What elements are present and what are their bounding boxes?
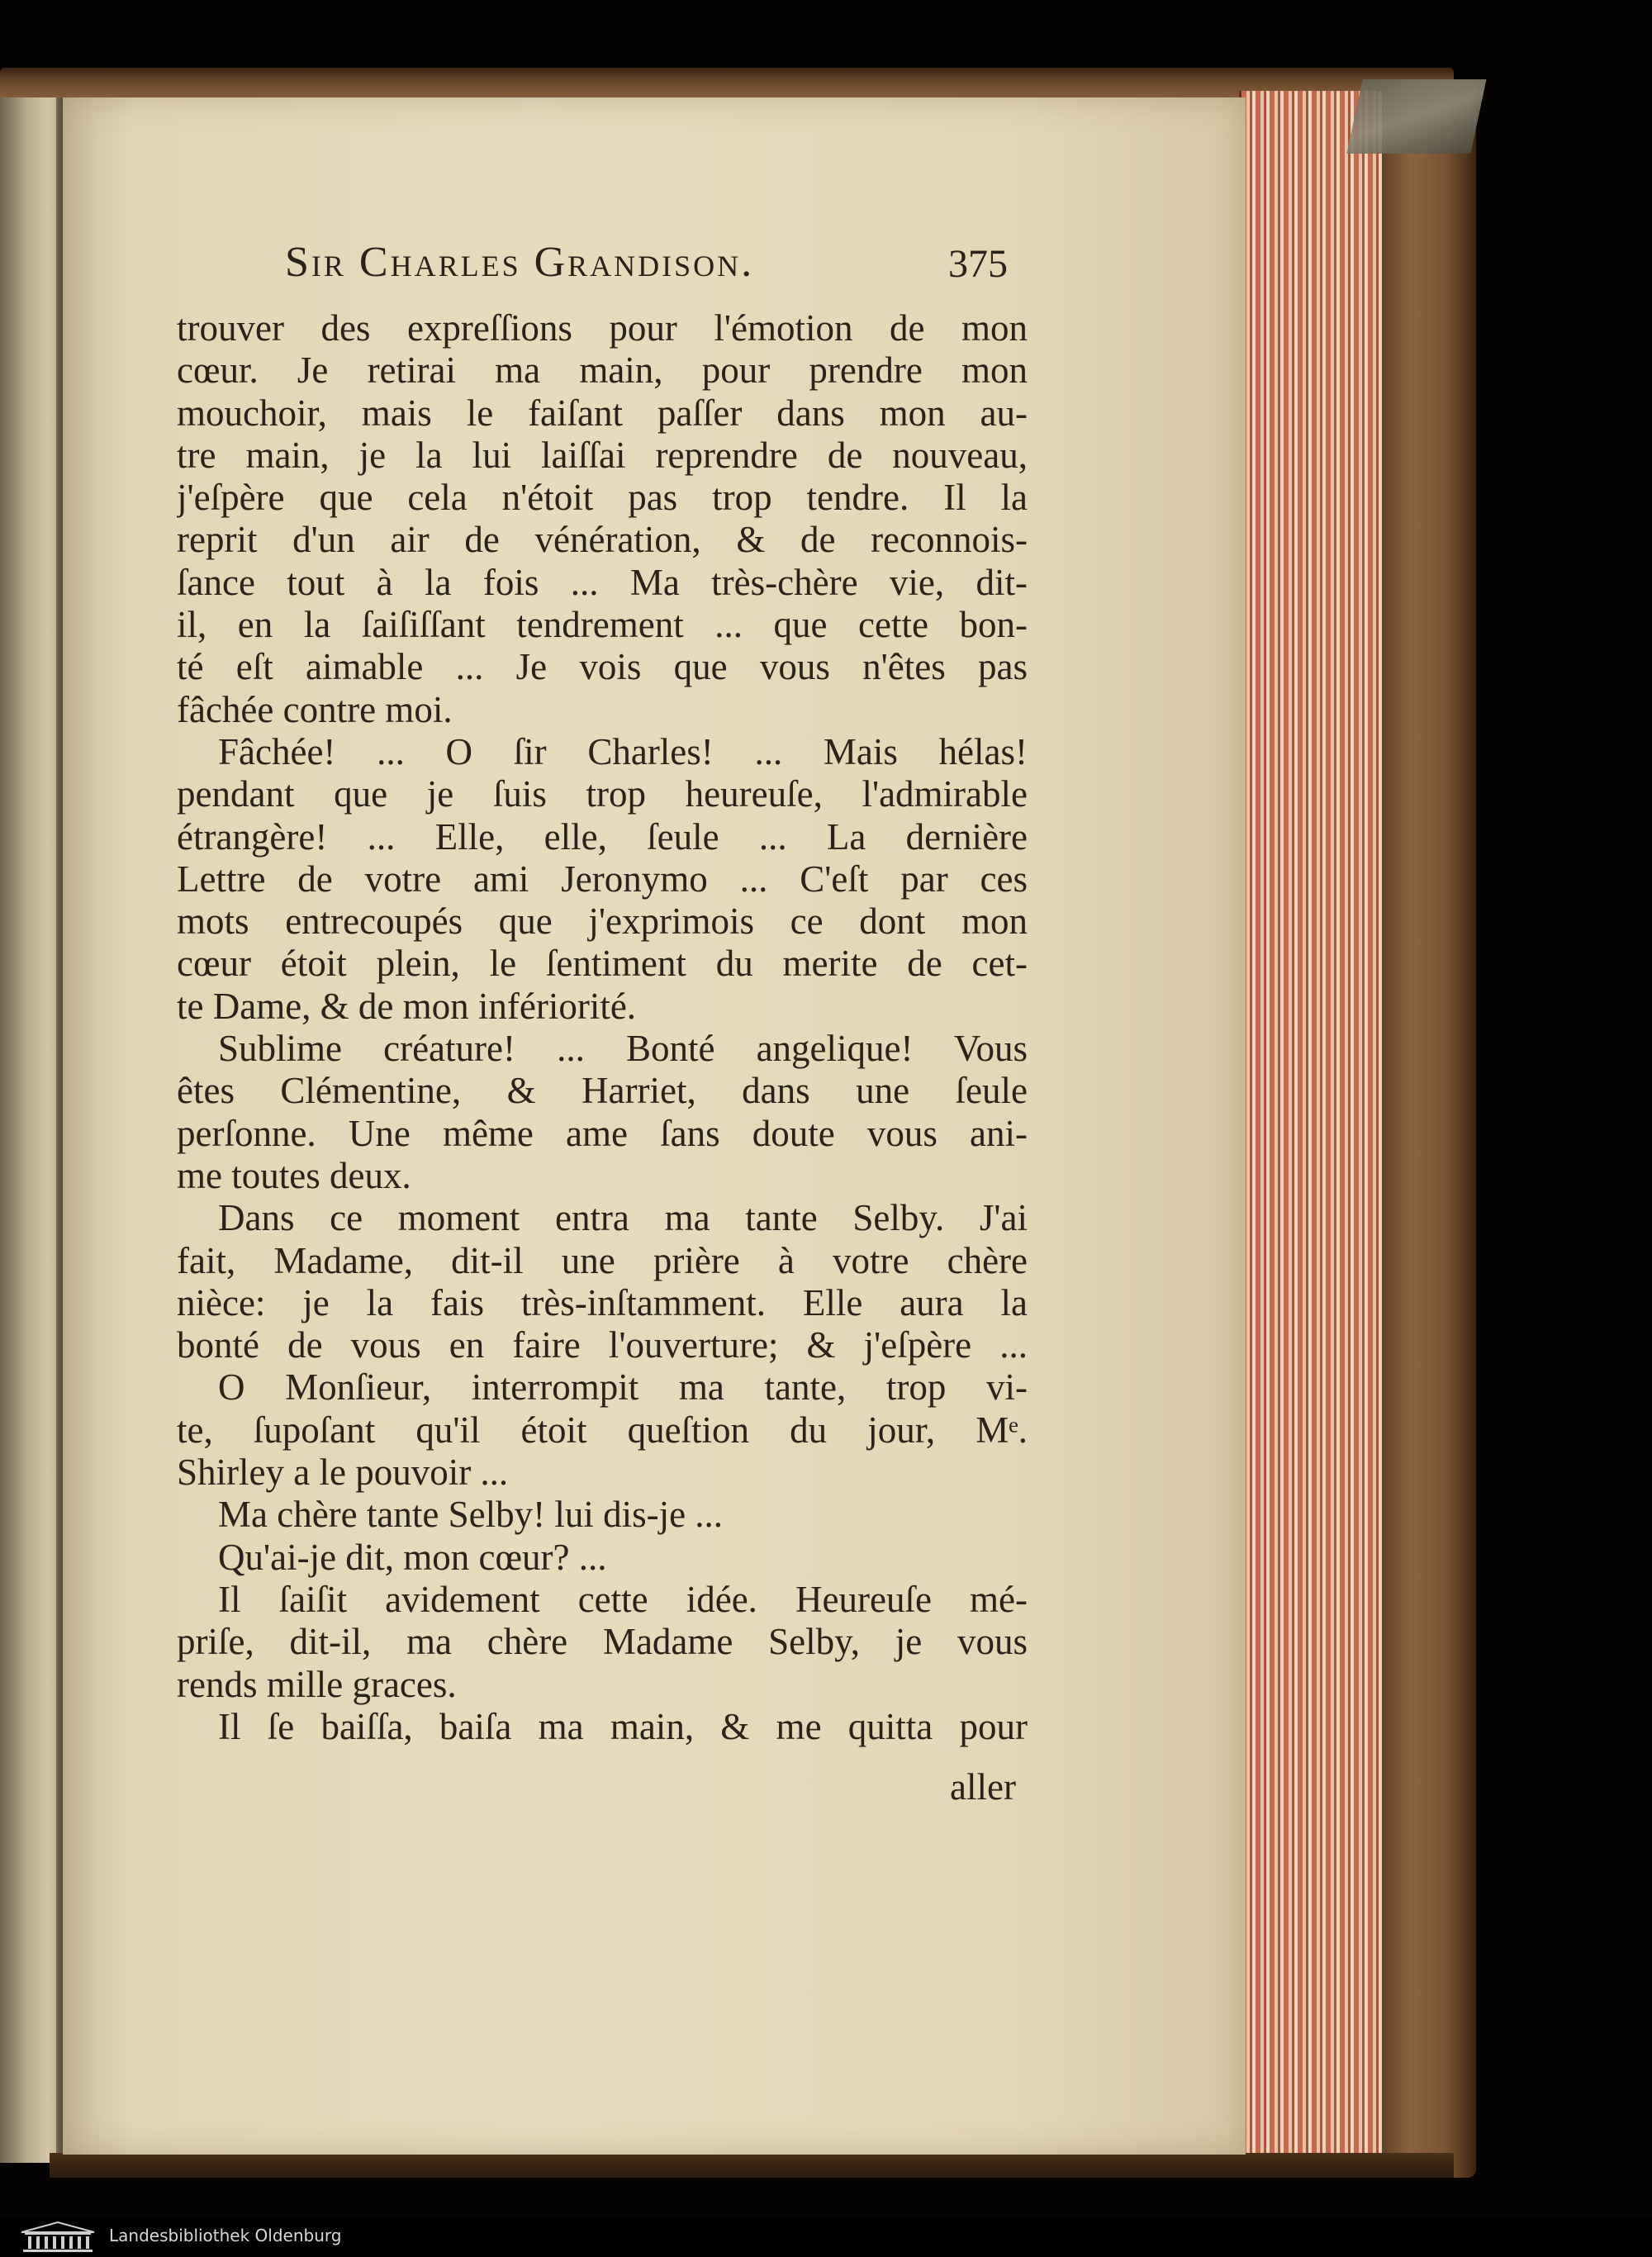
- text-line: j'eſpère que cela n'étoit pas trop tendre. Il la: [177, 477, 1028, 519]
- text-line: priſe, dit-il, ma chère Madame Selby, je vous: [177, 1621, 1028, 1663]
- text-line: mouchoir, mais le faiſant paſſer dans mon au-: [177, 392, 1028, 434]
- binding-corner: [1346, 79, 1486, 154]
- text-line: ſance tout à la fois ... Ma très-chère vie, dit-: [177, 561, 1028, 603]
- text-line: perſonne. Une même ame ſans doute vous ani-: [177, 1112, 1028, 1154]
- footer-bar: [0, 2217, 1652, 2257]
- text-line: bonté de vous en faire l'ouverture; & j'eſpère ...: [177, 1324, 1028, 1366]
- text-line: te, ſupoſant qu'il étoit queſtion du jour, Mᵉ.: [177, 1409, 1028, 1451]
- text-line: cœur étoit plein, le ſentiment du merite de cet-: [177, 943, 1028, 985]
- text-line: étrangère! ... Elle, elle, ſeule ... La dernière: [177, 815, 1028, 858]
- text-line: me toutes deux.: [177, 1154, 411, 1196]
- text-line: O Monſieur, interrompit ma tante, trop vi-: [218, 1366, 1028, 1409]
- page-text-block: [177, 307, 1028, 1748]
- text-line: reprit d'un air de vénération, & de reconnois-: [177, 519, 1028, 561]
- text-line: Ma chère tante Selby! lui dis-je ...: [218, 1494, 724, 1536]
- library-building-logo-icon: [18, 2221, 97, 2254]
- text-line: cœur. Je retirai ma main, pour prendre mon: [177, 349, 1028, 392]
- running-head: Sir Charles Grandison.: [285, 239, 755, 286]
- text-line: Sublime créature! ... Bonté angelique! Vous: [218, 1028, 1028, 1070]
- text-line: pendant que je ſuis trop heureuſe, l'admirable: [177, 773, 1028, 815]
- text-line: te Dame, & de mon infériorité.: [177, 985, 637, 1027]
- text-line: nièce: je la fais très-inſtamment. Elle aura la: [177, 1281, 1028, 1323]
- text-line: Il ſaiſit avidement cette idée. Heureuſe mé-: [218, 1578, 1028, 1620]
- text-line: Lettre de votre ami Jeronymo ... C'eſt par ces: [177, 858, 1028, 900]
- text-line: té eſt aimable ... Je vois que vous n'êtes pas: [177, 646, 1028, 688]
- text-line: rends mille graces.: [177, 1663, 457, 1705]
- text-line: fait, Madame, dit-il une prière à votre chère: [177, 1239, 1028, 1281]
- binding-right-cover: [1375, 79, 1476, 2178]
- text-line: Qu'ai-je dit, mon cœur? ...: [218, 1536, 607, 1578]
- text-line: trouver des expreſſions pour l'émotion de mon: [177, 307, 1028, 349]
- text-line: il, en la ſaiſiſſant tendrement ... que cette bon-: [177, 604, 1028, 646]
- catchword: aller: [950, 1766, 1016, 1808]
- text-line: Dans ce moment entra ma tante Selby. J'ai: [218, 1197, 1028, 1239]
- footer-library-name: Landesbibliothek Oldenburg: [109, 2226, 342, 2245]
- text-line: mots entrecoupés que j'exprimois ce dont mon: [177, 900, 1028, 943]
- binding-bottom-board: [50, 2153, 1454, 2178]
- text-line: fâchée contre moi.: [177, 688, 453, 730]
- page-number: 375: [948, 242, 1008, 286]
- page-fore-edge: [1239, 91, 1382, 2156]
- text-line: Shirley a le pouvoir ...: [177, 1452, 509, 1494]
- text-line: Fâchée! ... O ſir Charles! ... Mais hélas!: [218, 730, 1028, 772]
- text-line: Il ſe baiſſa, baiſa ma main, & me quitta pour: [218, 1705, 1028, 1747]
- text-line: êtes Clémentine, & Harriet, dans une ſeule: [177, 1070, 1028, 1112]
- text-line: tre main, je la lui laiſſai reprendre de nouveau,: [177, 434, 1028, 476]
